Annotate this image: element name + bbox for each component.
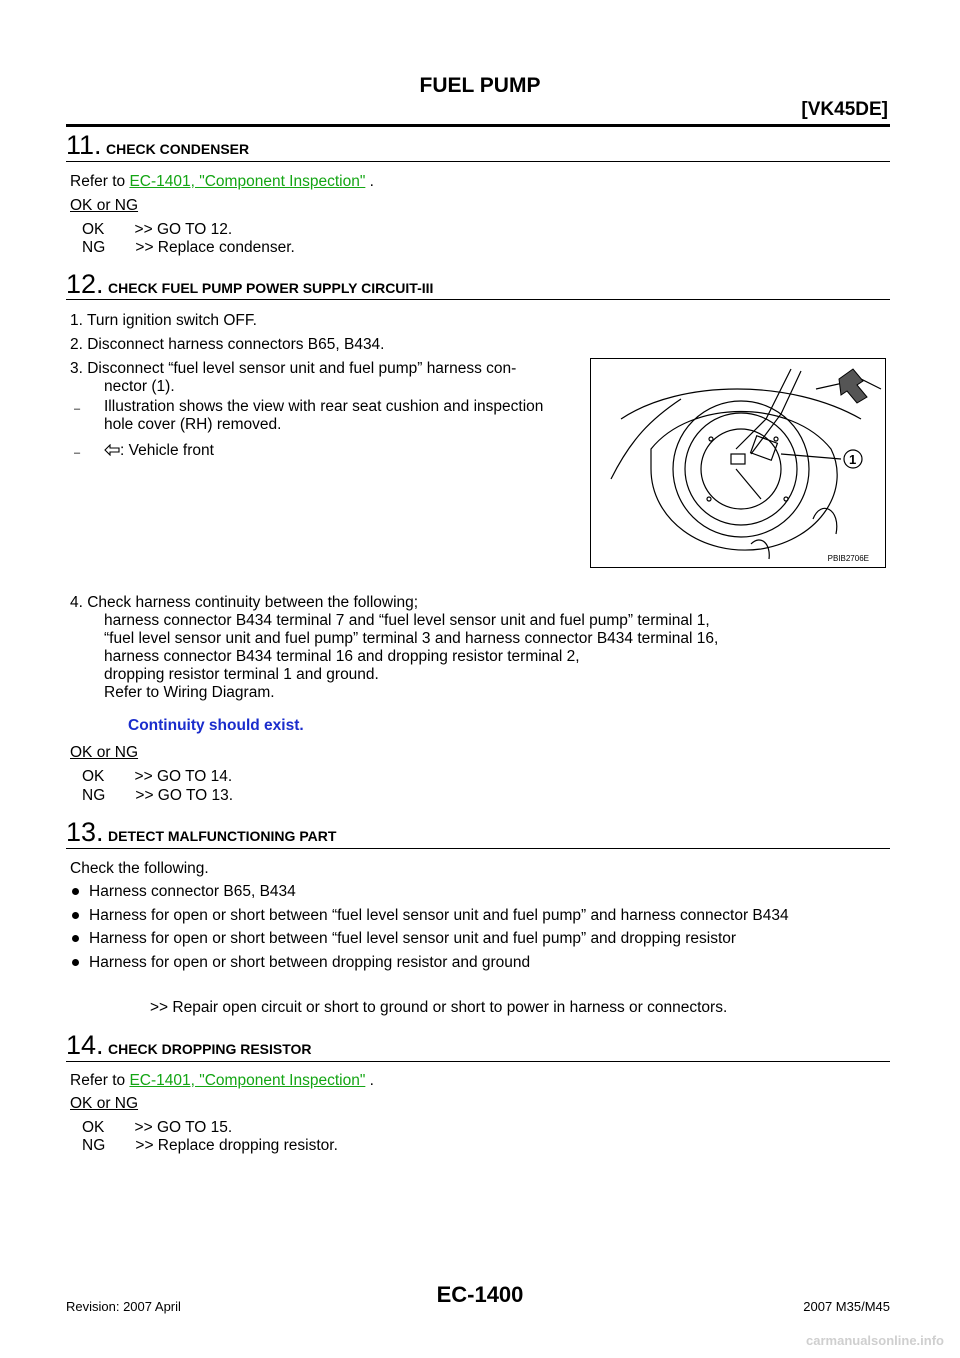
dash-marker: – (74, 447, 81, 459)
figure-caption: PBIB2706E (827, 554, 869, 563)
step-rule (66, 848, 890, 849)
step-rule (66, 1061, 890, 1062)
illustration-drawing (591, 359, 886, 568)
procedure-item-cont: harness connector B434 terminal 16 and dropping resistor terminal 2, (104, 648, 580, 665)
ok-or-ng-label: OK or NG (70, 197, 139, 214)
step-rule (66, 299, 890, 300)
model-name: 2007 M35/M45 (803, 1299, 890, 1314)
step-intro: Check the following. (70, 860, 209, 877)
procedure-item-cont: dropping resistor terminal 1 and ground. (104, 666, 379, 683)
step-title: CHECK DROPPING RESISTOR (108, 1041, 312, 1057)
procedure-item: 2. Disconnect harness connectors B65, B434. (70, 336, 385, 353)
ok-result: OK >> GO TO 14. (82, 768, 233, 785)
list-item: Harness connector B65, B434 (72, 882, 296, 902)
step-number: 12. (66, 269, 104, 299)
ok-result: OK >> GO TO 15. (82, 1119, 233, 1136)
engine-code: [VK45DE] (801, 99, 888, 120)
bullet-icon (72, 935, 79, 942)
revision-date: Revision: 2007 April (66, 1299, 181, 1314)
step-11-heading (66, 131, 249, 159)
dash-marker: – (74, 403, 81, 415)
ok-or-ng-label: OK or NG (70, 744, 139, 761)
ng-result: NG >> GO TO 13. (82, 787, 234, 804)
list-item: Harness for open or short between dropping resistor and ground (72, 953, 530, 973)
step-11-refer: Refer to EC-1401, "Component Inspection" . (70, 173, 374, 190)
step-rule (66, 161, 890, 162)
bullet-icon (72, 959, 79, 966)
vehicle-front-note: : Vehicle front (104, 441, 214, 461)
procedure-item-cont: harness connector B434 terminal 7 and “fuel level sensor unit and fuel pump” terminal 1, (104, 612, 710, 629)
procedure-item: 4. Check harness continuity between the following; (70, 594, 419, 611)
ng-result: NG >> Replace dropping resistor. (82, 1137, 338, 1154)
ok-result: OK >> GO TO 12. (82, 221, 233, 238)
procedure-item-cont: Refer to Wiring Diagram. (104, 684, 275, 701)
component-inspection-link[interactable]: EC-1401, "Component Inspection" (129, 1072, 366, 1089)
step-number: 11. (66, 130, 102, 160)
spec-text: Continuity should exist. (128, 717, 304, 734)
step-title: CHECK CONDENSER (105, 141, 250, 157)
sub-note: hole cover (RH) removed. (104, 416, 282, 433)
procedure-item: 1. Turn ignition switch OFF. (70, 312, 257, 329)
page-title: FUEL PUMP (419, 74, 541, 97)
page-number: EC-1400 (436, 1282, 524, 1307)
sub-note: Illustration shows the view with rear seat cushion and inspection (104, 398, 544, 415)
list-item: Harness for open or short between “fuel level sensor unit and fuel pump” and dropping resistor (72, 929, 736, 949)
ng-result: NG >> Replace condenser. (82, 239, 295, 256)
callout-label: 1 (849, 452, 857, 467)
step-title: DETECT MALFUNCTIONING PART (108, 828, 337, 844)
header-rule (66, 124, 890, 127)
step-title: CHECK FUEL PUMP POWER SUPPLY CIRCUIT-III (108, 280, 434, 296)
ok-or-ng-label: OK or NG (70, 1095, 139, 1112)
step-number: 14. (66, 1030, 104, 1060)
arrow-left-icon (104, 444, 120, 456)
repair-result: >> Repair open circuit or short to ground or short to power in harness or connectors. (150, 999, 728, 1016)
watermark: carmanualsonline.info (806, 1333, 944, 1348)
bullet-icon (72, 888, 79, 895)
step-13-heading (66, 818, 336, 846)
procedure-item: 3. Disconnect “fuel level sensor unit and fuel pump” harness con- (70, 360, 517, 377)
procedure-item-cont: nector (1). (104, 378, 175, 395)
component-inspection-link[interactable]: EC-1401, "Component Inspection" (129, 173, 366, 190)
fuel-pump-illustration (590, 358, 886, 568)
bullet-icon (72, 912, 79, 919)
step-12-heading (66, 270, 433, 298)
step-number: 13. (66, 817, 104, 847)
procedure-item-cont: “fuel level sensor unit and fuel pump” terminal 3 and harness connector B434 terminal 16, (104, 630, 719, 647)
step-14-refer: Refer to EC-1401, "Component Inspection" . (70, 1072, 374, 1089)
step-14-heading (66, 1031, 312, 1059)
list-item: Harness for open or short between “fuel level sensor unit and fuel pump” and harness connector B434 (72, 906, 789, 926)
